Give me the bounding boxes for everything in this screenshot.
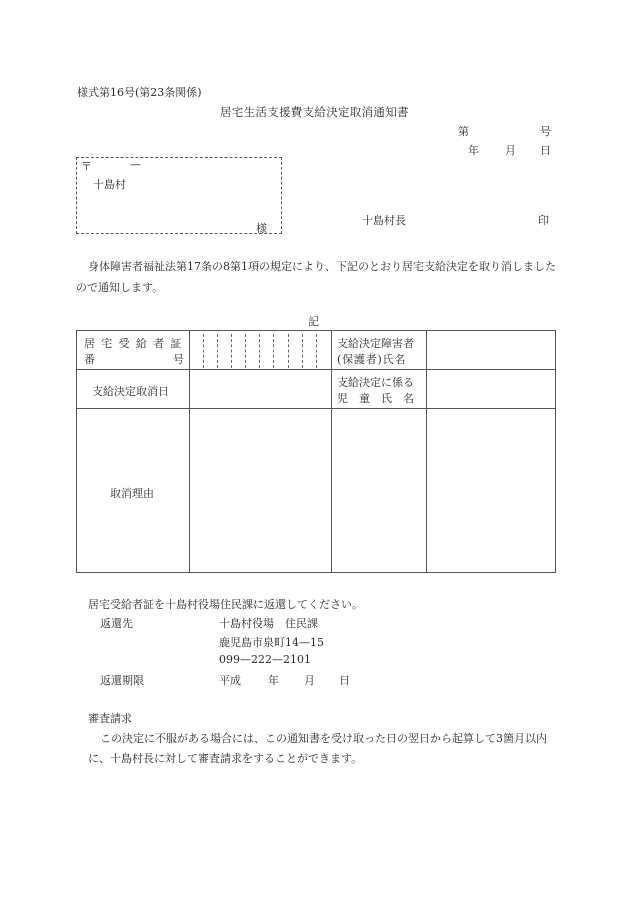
seal-mark: 印 [538,214,549,227]
document-title: 居宅生活支援費支給決定取消通知書 [220,105,409,119]
date-year: 年 [468,144,479,157]
digit-divider [316,334,317,368]
child-name-label: 支給決定に係る [337,376,414,389]
digit-divider [203,334,204,368]
digit-divider [288,334,289,368]
return-instruction: 居宅受給者証を十島村役場住民課に返還してください。 [88,598,363,611]
cancellation-reason-field[interactable] [192,411,553,569]
postal-mark: 〒 [81,160,92,173]
postal-dash: — [130,158,141,171]
child-name-label-2: 児 童 氏 名 [337,392,414,405]
cancellation-reason-label: 取消理由 [110,487,154,500]
digit-divider [231,334,232,368]
form-number: 様式第16号(第23条関係) [77,86,202,99]
review-heading: 審査請求 [88,712,132,725]
body-paragraph: 身体障害者福祉法第17条の8第1項の規定により、下記のとおり居宅支給決定を取り消しましたので通知します。 [76,260,556,294]
cancellation-date-label: 支給決定取消日 [92,385,169,398]
column-divider [189,331,190,572]
return-deadline-year: 年 [268,674,279,687]
recipient-name-label: 支給決定障害者 [337,337,414,350]
issuer-title: 十島村長 [362,214,406,227]
date-day: 日 [540,144,551,157]
return-destination-address: 鹿児島市泉町14—15 [219,636,324,649]
return-deadline-era: 平成 [219,674,241,687]
return-destination-name: 十島村役場 住民課 [219,617,318,630]
ki-heading: 記 [308,315,319,328]
row-divider [77,408,555,409]
certificate-number-label: 居宅受給者証 [84,337,188,350]
row-divider [77,369,555,370]
digit-divider [217,334,218,368]
number-suffix: 号 [540,125,551,138]
guardian-name-label: (保護者)氏名 [337,353,407,366]
decision-table [76,330,556,573]
certificate-number-label-ban: 番 [84,353,95,366]
digit-divider [273,334,274,368]
return-destination-phone: 099—222—2101 [219,653,311,666]
digit-divider [302,334,303,368]
return-deadline-day: 日 [339,674,350,687]
digit-divider [259,334,260,368]
recipient-name-field[interactable] [429,333,553,367]
certificate-number-label-go: 号 [173,353,184,366]
return-deadline-month: 月 [304,674,315,687]
date-month: 月 [505,144,516,157]
address-honorific: 様 [256,222,267,235]
review-text: この決定に不服がある場合には、この通知書を受け取った日の翌日から起算して3箇月以内に、十島村長に対して審査請求をすることができます。 [88,732,547,765]
child-name-field[interactable] [429,372,553,406]
cancellation-date-field[interactable] [192,372,329,406]
digit-divider [245,334,246,368]
address-box [76,157,282,234]
return-destination-label: 返還先 [100,617,133,630]
number-prefix: 第 [458,125,469,138]
address-village: 十島村 [93,178,126,191]
return-deadline-label: 返還期限 [100,674,144,687]
